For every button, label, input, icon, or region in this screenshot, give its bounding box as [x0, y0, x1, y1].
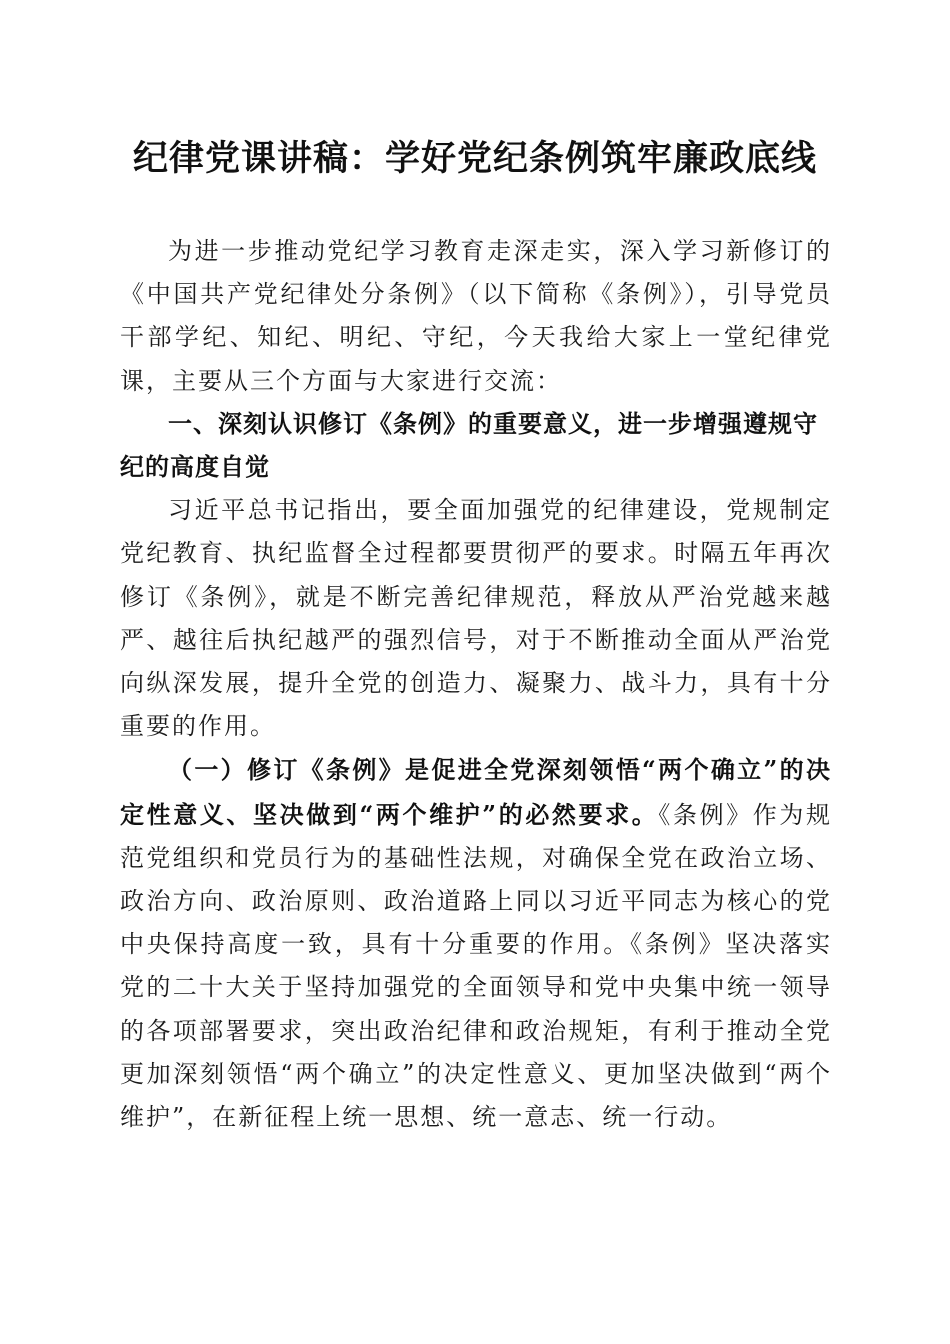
section-1-heading: 一、深刻认识修订《条例》的重要意义，进一步增强遵规守纪的高度自觉	[120, 409, 818, 482]
subsection-1-body: 《条例》作为规范党组织和党员行为的基础性法规，对确保全党在政治立场、政治方向、政治原则、政治道路上同以习近平同志为核心的党中央保持高度一致，具有十分重要的作用。《条例》坚决落实党的二十大关于坚持加强党的全面领导和党中央集中统一领导的各项部署要求，突出政治纪律和政治规矩，有利于推动全党更加深刻领悟“两个确立”的决定性意义、更加坚决做到“两个维护”，在新征程上统一思想、统一意志、统一行动。	[120, 800, 833, 1132]
document-title: 纪律党课讲稿：学好党纪条例筑牢廉政底线	[132, 138, 817, 179]
subsection-1-paragraph	[120, 748, 832, 1139]
intro-paragraph: 为进一步推动党纪学习教育走深走实，深入学习新修订的《中国共产党纪律处分条例》（以下简称《条例》），引导党员干部学纪、知纪、明纪、守纪，今天我给大家上一堂纪律党课，主要从三个方面与大家进行交流：	[120, 237, 832, 395]
document-body	[120, 230, 832, 1139]
section-1-paragraph: 习近平总书记指出，要全面加强党的纪律建设，党规制定党纪教育、执纪监督全过程都要贯彻严的要求。时隔五年再次修订《条例》，就是不断完善纪律规范，释放从严治党越来越严、越往后执纪越严的强烈信号，对于不断推动全面从严治党向纵深发展，提升全党的创造力、凝聚力、战斗力，具有十分重要的作用。	[120, 496, 832, 741]
subsection-1-lead: （一）修订《条例》是促进全党深刻领悟“两个确立”的决定性意义、坚决做到“两个维护”的必然要求。	[120, 755, 832, 829]
